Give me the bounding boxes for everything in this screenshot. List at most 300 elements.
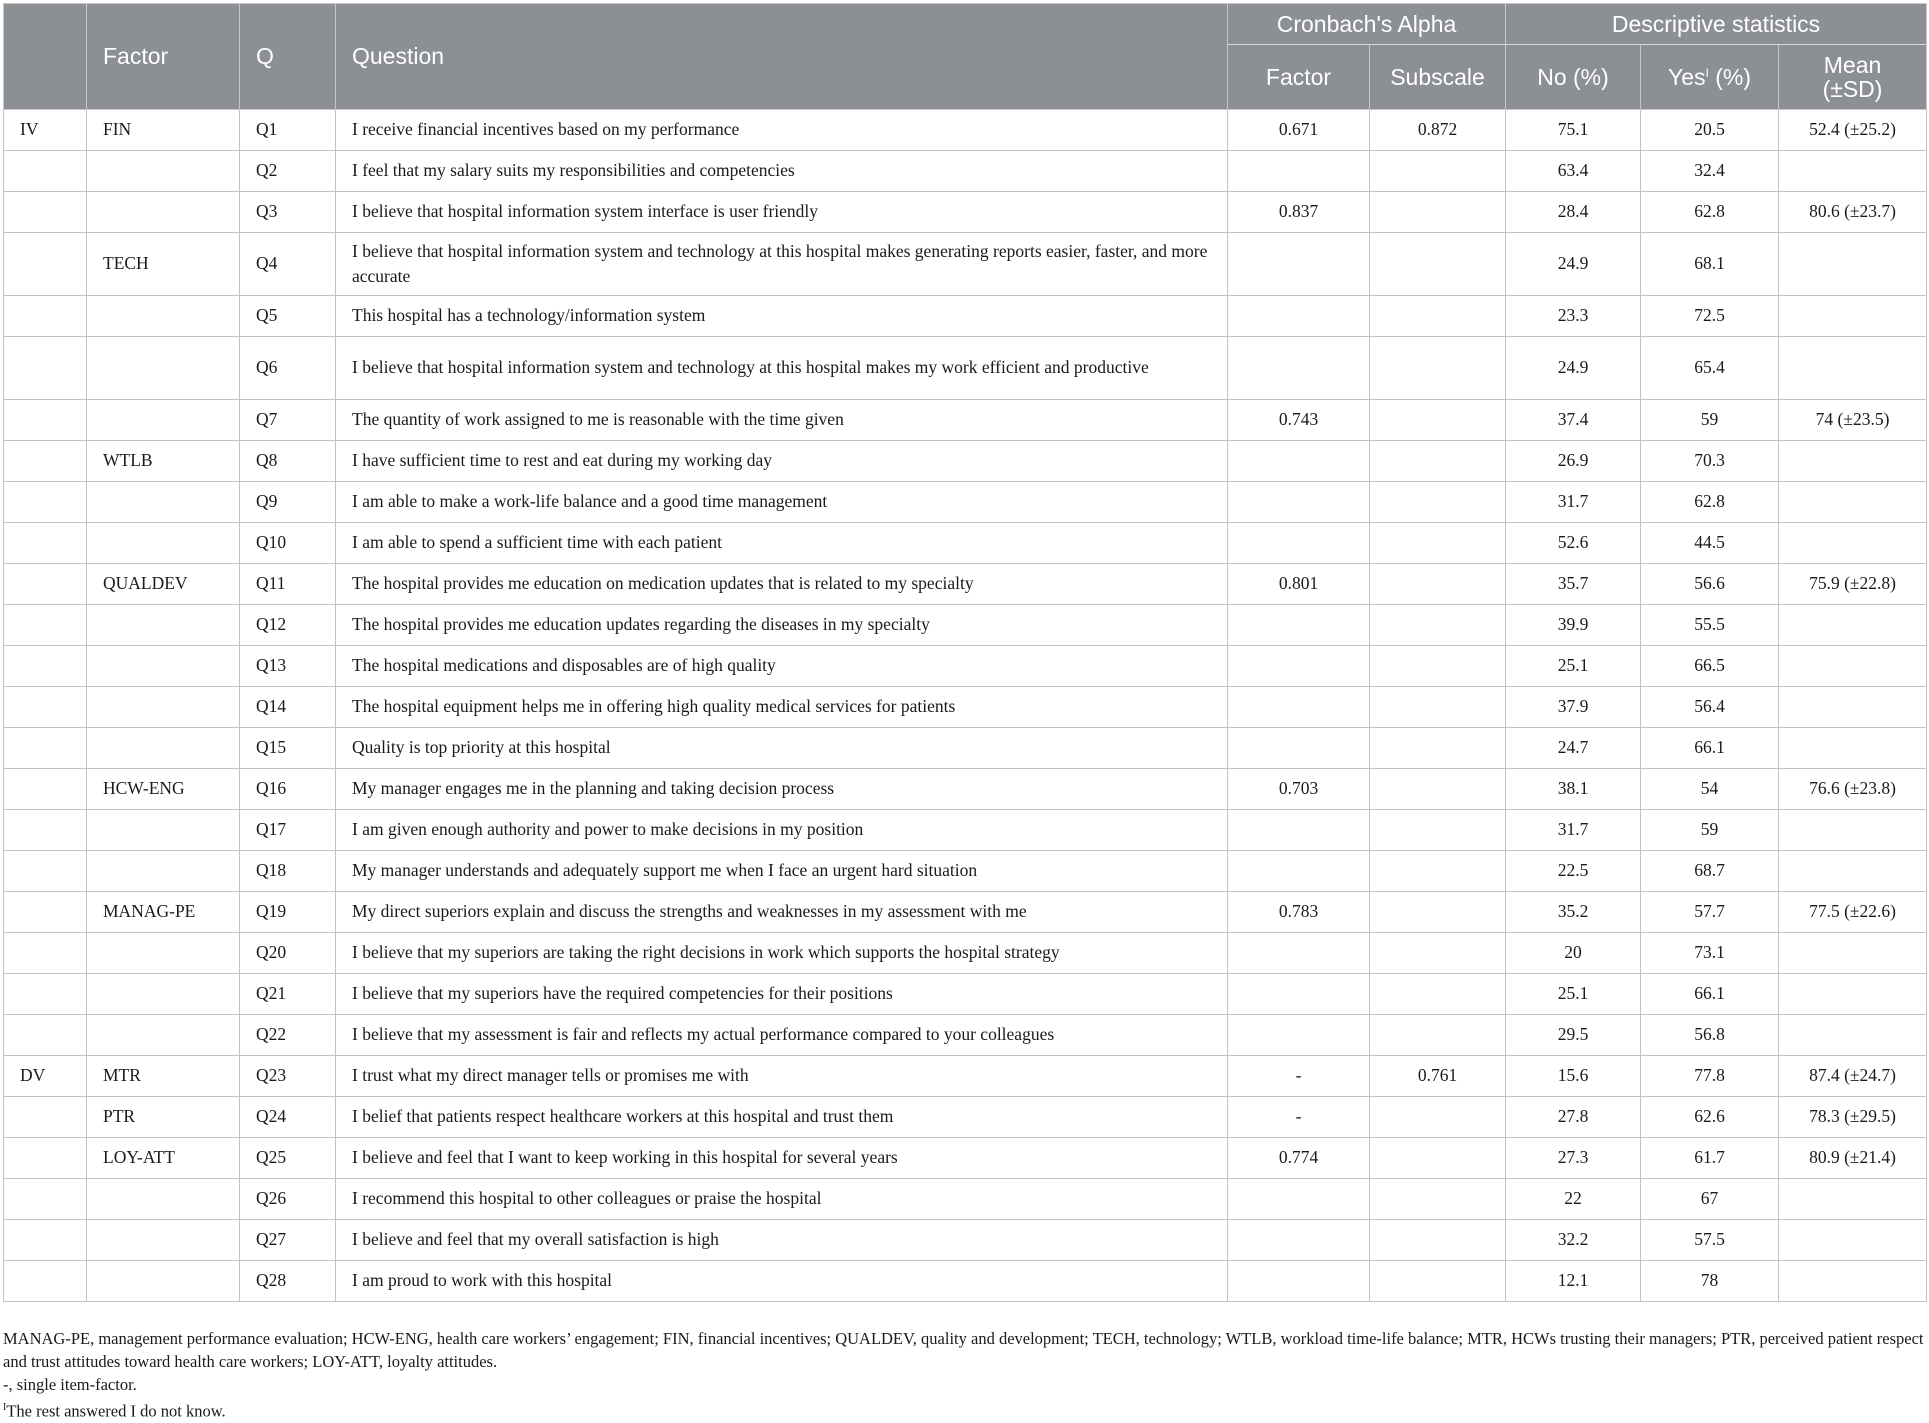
row-category [4,974,87,1015]
row-mean-sd: 80.9 (±21.4) [1779,1138,1927,1179]
row-no-percent: 22 [1506,1179,1641,1220]
header-factor: Factor [87,4,240,110]
row-yes-percent: 73.1 [1641,933,1779,974]
row-question: I receive financial incentives based on my performance [336,110,1228,151]
row-category [4,1138,87,1179]
row-alpha-subscale [1370,1015,1506,1056]
row-no-percent: 31.7 [1506,810,1641,851]
row-alpha-factor [1228,296,1370,337]
row-question: I believe and feel that my overall satisfaction is high [336,1220,1228,1261]
row-no-percent: 75.1 [1506,110,1641,151]
row-alpha-factor: 0.783 [1228,892,1370,933]
row-q: Q10 [240,523,336,564]
row-no-percent: 23.3 [1506,296,1641,337]
table-row [4,605,1927,646]
row-yes-percent: 55.5 [1641,605,1779,646]
row-q: Q12 [240,605,336,646]
row-category [4,233,87,296]
row-category [4,564,87,605]
row-factor: HCW-ENG [87,769,240,810]
row-no-percent: 22.5 [1506,851,1641,892]
row-alpha-factor: - [1228,1097,1370,1138]
row-yes-percent: 70.3 [1641,441,1779,482]
row-category [4,1179,87,1220]
row-no-percent: 20 [1506,933,1641,974]
row-no-percent: 52.6 [1506,523,1641,564]
row-alpha-subscale [1370,646,1506,687]
row-q: Q23 [240,1056,336,1097]
row-alpha-factor [1228,728,1370,769]
table-row [4,974,1927,1015]
row-question: The hospital provides me education updates regarding the diseases in my specialty [336,605,1228,646]
row-q: Q18 [240,851,336,892]
table-row [4,1015,1927,1056]
header-alpha-subscale: Subscale [1370,45,1506,110]
row-no-percent: 24.9 [1506,233,1641,296]
row-yes-percent: 56.8 [1641,1015,1779,1056]
row-yes-percent: 66.1 [1641,974,1779,1015]
row-mean-sd: 87.4 (±24.7) [1779,1056,1927,1097]
table-row [4,892,1927,933]
row-alpha-factor: - [1228,1056,1370,1097]
table-row [4,233,1927,296]
row-category [4,646,87,687]
row-question: The hospital provides me education on medication updates that is related to my specialty [336,564,1228,605]
row-alpha-subscale [1370,523,1506,564]
row-alpha-subscale [1370,728,1506,769]
row-category [4,1015,87,1056]
row-q: Q16 [240,769,336,810]
row-no-percent: 32.2 [1506,1220,1641,1261]
row-no-percent: 27.3 [1506,1138,1641,1179]
row-q: Q4 [240,233,336,296]
row-category [4,810,87,851]
row-question: I believe that my assessment is fair and reflects my actual performance compared to your colleagues [336,1015,1228,1056]
row-yes-percent: 32.4 [1641,151,1779,192]
table-row [4,1138,1927,1179]
results-table-container [3,3,1926,1302]
table-row [4,1056,1927,1097]
row-category [4,1220,87,1261]
row-alpha-subscale [1370,564,1506,605]
table-row [4,1261,1927,1302]
row-alpha-subscale: 0.872 [1370,110,1506,151]
row-alpha-factor [1228,851,1370,892]
row-factor [87,605,240,646]
table-row [4,646,1927,687]
row-factor [87,687,240,728]
row-question: The hospital equipment helps me in offering high quality medical services for patients [336,687,1228,728]
table-row [4,337,1927,400]
table-row [4,110,1927,151]
row-category [4,605,87,646]
row-no-percent: 12.1 [1506,1261,1641,1302]
row-alpha-subscale [1370,337,1506,400]
row-mean-sd [1779,646,1927,687]
row-yes-percent: 62.8 [1641,482,1779,523]
row-question: I trust what my direct manager tells or promises me with [336,1056,1228,1097]
row-mean-sd: 80.6 (±23.7) [1779,192,1927,233]
row-alpha-factor [1228,1261,1370,1302]
row-yes-percent: 59 [1641,400,1779,441]
row-no-percent: 63.4 [1506,151,1641,192]
row-yes-percent: 56.4 [1641,687,1779,728]
row-alpha-factor: 0.743 [1228,400,1370,441]
row-alpha-factor [1228,1015,1370,1056]
row-mean-sd [1779,1179,1927,1220]
row-alpha-subscale [1370,1261,1506,1302]
row-question: I believe and feel that I want to keep working in this hospital for several years [336,1138,1228,1179]
row-no-percent: 38.1 [1506,769,1641,810]
row-alpha-subscale [1370,687,1506,728]
footnote-note-text: The rest answered I do not know. [6,1401,226,1421]
row-alpha-factor [1228,933,1370,974]
table-body [4,110,1927,1302]
table-row [4,1097,1927,1138]
row-factor: LOY-ATT [87,1138,240,1179]
row-no-percent: 24.7 [1506,728,1641,769]
header-category [4,4,87,110]
row-q: Q21 [240,974,336,1015]
row-alpha-subscale [1370,974,1506,1015]
row-mean-sd [1779,1015,1927,1056]
row-q: Q17 [240,810,336,851]
table-row [4,400,1927,441]
row-alpha-subscale [1370,933,1506,974]
row-no-percent: 15.6 [1506,1056,1641,1097]
row-yes-percent: 57.7 [1641,892,1779,933]
row-category [4,482,87,523]
row-mean-sd: 76.6 (±23.8) [1779,769,1927,810]
row-mean-sd [1779,1261,1927,1302]
row-factor [87,523,240,564]
row-no-percent: 26.9 [1506,441,1641,482]
table-header [4,4,1927,110]
row-yes-percent: 57.5 [1641,1220,1779,1261]
row-q: Q15 [240,728,336,769]
row-q: Q6 [240,337,336,400]
row-mean-sd [1779,151,1927,192]
row-question: This hospital has a technology/information system [336,296,1228,337]
row-alpha-factor [1228,646,1370,687]
row-yes-percent: 62.6 [1641,1097,1779,1138]
row-category: DV [4,1056,87,1097]
row-alpha-subscale [1370,1138,1506,1179]
row-alpha-subscale [1370,192,1506,233]
results-table [3,3,1927,1302]
row-mean-sd: 74 (±23.5) [1779,400,1927,441]
row-question: I am able to spend a sufficient time with each patient [336,523,1228,564]
row-alpha-factor [1228,605,1370,646]
row-q: Q7 [240,400,336,441]
header-mean-sd: Mean (±SD) [1779,45,1927,110]
table-row [4,482,1927,523]
row-no-percent: 28.4 [1506,192,1641,233]
row-alpha-factor [1228,1220,1370,1261]
row-yes-percent: 68.1 [1641,233,1779,296]
row-mean-sd [1779,605,1927,646]
row-factor: PTR [87,1097,240,1138]
table-row [4,810,1927,851]
row-mean-sd [1779,482,1927,523]
row-no-percent: 31.7 [1506,482,1641,523]
row-mean-sd [1779,337,1927,400]
row-factor [87,151,240,192]
row-question: The hospital medications and disposables are of high quality [336,646,1228,687]
row-factor: QUALDEV [87,564,240,605]
table-row [4,1179,1927,1220]
row-no-percent: 35.7 [1506,564,1641,605]
row-alpha-factor: 0.774 [1228,1138,1370,1179]
row-q: Q1 [240,110,336,151]
row-no-percent: 25.1 [1506,646,1641,687]
table-row [4,441,1927,482]
row-question: My manager engages me in the planning and taking decision process [336,769,1228,810]
row-yes-percent: 72.5 [1641,296,1779,337]
row-no-percent: 29.5 [1506,1015,1641,1056]
row-yes-percent: 44.5 [1641,523,1779,564]
table-row [4,564,1927,605]
row-alpha-subscale [1370,851,1506,892]
row-alpha-factor: 0.801 [1228,564,1370,605]
row-category [4,687,87,728]
table-row [4,151,1927,192]
table-row [4,687,1927,728]
header-yes-suffix: (%) [1708,63,1752,90]
row-question: I recommend this hospital to other colleagues or praise the hospital [336,1179,1228,1220]
table-row [4,1220,1927,1261]
table-row [4,933,1927,974]
row-q: Q19 [240,892,336,933]
row-no-percent: 37.9 [1506,687,1641,728]
row-category [4,1261,87,1302]
table-row [4,769,1927,810]
row-q: Q25 [240,1138,336,1179]
row-q: Q24 [240,1097,336,1138]
row-mean-sd: 52.4 (±25.2) [1779,110,1927,151]
row-alpha-factor [1228,523,1370,564]
row-factor [87,974,240,1015]
row-category [4,441,87,482]
table-footnotes [3,1327,1926,1423]
row-alpha-factor: 0.671 [1228,110,1370,151]
row-no-percent: 35.2 [1506,892,1641,933]
header-alpha-factor: Factor [1228,45,1370,110]
header-descriptive-statistics: Descriptive statistics [1506,4,1927,45]
row-mean-sd [1779,687,1927,728]
row-alpha-factor [1228,441,1370,482]
row-yes-percent: 67 [1641,1179,1779,1220]
row-alpha-subscale [1370,482,1506,523]
row-category: IV [4,110,87,151]
row-question: I feel that my salary suits my responsibilities and competencies [336,151,1228,192]
row-question: My manager understands and adequately support me when I face an urgent hard situation [336,851,1228,892]
row-mean-sd [1779,851,1927,892]
row-yes-percent: 61.7 [1641,1138,1779,1179]
row-question: The quantity of work assigned to me is reasonable with the time given [336,400,1228,441]
row-factor [87,1015,240,1056]
row-category [4,296,87,337]
row-q: Q14 [240,687,336,728]
row-alpha-factor: 0.703 [1228,769,1370,810]
row-mean-sd [1779,296,1927,337]
row-alpha-factor [1228,1179,1370,1220]
row-alpha-subscale [1370,769,1506,810]
row-category [4,192,87,233]
row-category [4,851,87,892]
row-alpha-subscale [1370,810,1506,851]
table-row [4,192,1927,233]
row-no-percent: 37.4 [1506,400,1641,441]
row-no-percent: 27.8 [1506,1097,1641,1138]
footnote-note-mark: I [3,1402,7,1413]
row-question: I am proud to work with this hospital [336,1261,1228,1302]
header-q: Q [240,4,336,110]
row-category [4,892,87,933]
row-category [4,728,87,769]
row-factor [87,482,240,523]
row-q: Q27 [240,1220,336,1261]
row-factor [87,1220,240,1261]
row-q: Q26 [240,1179,336,1220]
row-yes-percent: 59 [1641,810,1779,851]
row-q: Q13 [240,646,336,687]
row-question: Quality is top priority at this hospital [336,728,1228,769]
row-yes-percent: 65.4 [1641,337,1779,400]
row-alpha-subscale [1370,892,1506,933]
row-factor [87,192,240,233]
row-yes-percent: 62.8 [1641,192,1779,233]
row-alpha-subscale [1370,233,1506,296]
row-factor [87,851,240,892]
row-factor: MTR [87,1056,240,1097]
header-cronbach-alpha: Cronbach's Alpha [1228,4,1506,45]
row-alpha-factor [1228,337,1370,400]
footnote-abbreviations: MANAG-PE, management performance evaluation; HCW-ENG, health care workers’ engagement; FIN, financial incentives; QUALDEV, quality and development; TECH, technology; WTLB, workload time-life balance; MTR, HCWs trusting their managers; PTR, perceived patient respect and trust attitudes toward health care workers; LOY-ATT, loyalty attitudes. [3,1329,1924,1371]
row-factor [87,933,240,974]
row-mean-sd [1779,728,1927,769]
row-yes-percent: 66.5 [1641,646,1779,687]
row-yes-percent: 20.5 [1641,110,1779,151]
row-category [4,337,87,400]
row-factor: FIN [87,110,240,151]
footnote-single-item: -, single item-factor. [3,1375,137,1394]
row-alpha-subscale [1370,1179,1506,1220]
row-no-percent: 39.9 [1506,605,1641,646]
row-alpha-subscale [1370,400,1506,441]
row-q: Q11 [240,564,336,605]
row-q: Q9 [240,482,336,523]
row-q: Q28 [240,1261,336,1302]
row-factor [87,1261,240,1302]
row-alpha-factor [1228,810,1370,851]
row-mean-sd [1779,933,1927,974]
row-question: I am given enough authority and power to make decisions in my position [336,810,1228,851]
row-question: I have sufficient time to rest and eat during my working day [336,441,1228,482]
row-yes-percent: 68.7 [1641,851,1779,892]
row-mean-sd: 77.5 (±22.6) [1779,892,1927,933]
header-yes-label: Yes [1667,63,1706,90]
row-question: I believe that hospital information system interface is user friendly [336,192,1228,233]
row-factor [87,1179,240,1220]
row-alpha-subscale [1370,1097,1506,1138]
row-category [4,769,87,810]
row-alpha-factor: 0.837 [1228,192,1370,233]
row-q: Q3 [240,192,336,233]
row-q: Q20 [240,933,336,974]
row-question: I believe that my superiors have the required competencies for their positions [336,974,1228,1015]
row-factor [87,337,240,400]
row-factor [87,646,240,687]
row-factor [87,296,240,337]
row-factor [87,810,240,851]
row-category [4,400,87,441]
row-alpha-subscale [1370,441,1506,482]
row-question: I believe that my superiors are taking the right decisions in work which supports the hospital strategy [336,933,1228,974]
row-q: Q5 [240,296,336,337]
row-category [4,523,87,564]
row-category [4,151,87,192]
row-no-percent: 24.9 [1506,337,1641,400]
row-mean-sd [1779,441,1927,482]
row-mean-sd [1779,1220,1927,1261]
row-factor [87,728,240,769]
header-yes-footnote-mark: I [1705,65,1709,80]
row-alpha-factor [1228,233,1370,296]
table-row [4,296,1927,337]
row-yes-percent: 56.6 [1641,564,1779,605]
row-q: Q2 [240,151,336,192]
row-mean-sd: 75.9 (±22.8) [1779,564,1927,605]
header-question: Question [336,4,1228,110]
row-factor: WTLB [87,441,240,482]
row-mean-sd [1779,523,1927,564]
row-yes-percent: 78 [1641,1261,1779,1302]
row-alpha-subscale [1370,1220,1506,1261]
row-q: Q22 [240,1015,336,1056]
row-mean-sd [1779,974,1927,1015]
row-factor: TECH [87,233,240,296]
row-mean-sd [1779,233,1927,296]
row-q: Q8 [240,441,336,482]
row-alpha-subscale [1370,605,1506,646]
table-row [4,728,1927,769]
row-alpha-subscale: 0.761 [1370,1056,1506,1097]
row-question: I believe that hospital information system and technology at this hospital makes generating reports easier, faster, and more accurate [336,233,1228,296]
row-question: I belief that patients respect healthcare workers at this hospital and trust them [336,1097,1228,1138]
row-question: I am able to make a work-life balance and a good time management [336,482,1228,523]
row-alpha-factor [1228,687,1370,728]
row-mean-sd: 78.3 (±29.5) [1779,1097,1927,1138]
header-yes-percent [1641,45,1779,110]
row-alpha-factor [1228,974,1370,1015]
row-factor: MANAG-PE [87,892,240,933]
row-factor [87,400,240,441]
row-mean-sd [1779,810,1927,851]
row-yes-percent: 66.1 [1641,728,1779,769]
row-question: I believe that hospital information system and technology at this hospital makes my work efficient and productive [336,337,1228,400]
row-alpha-subscale [1370,296,1506,337]
row-yes-percent: 54 [1641,769,1779,810]
table-row [4,523,1927,564]
table-row [4,851,1927,892]
row-alpha-factor [1228,482,1370,523]
row-category [4,1097,87,1138]
footnote-note [3,1396,1926,1423]
row-alpha-subscale [1370,151,1506,192]
row-category [4,933,87,974]
header-no-percent: No (%) [1506,45,1641,110]
